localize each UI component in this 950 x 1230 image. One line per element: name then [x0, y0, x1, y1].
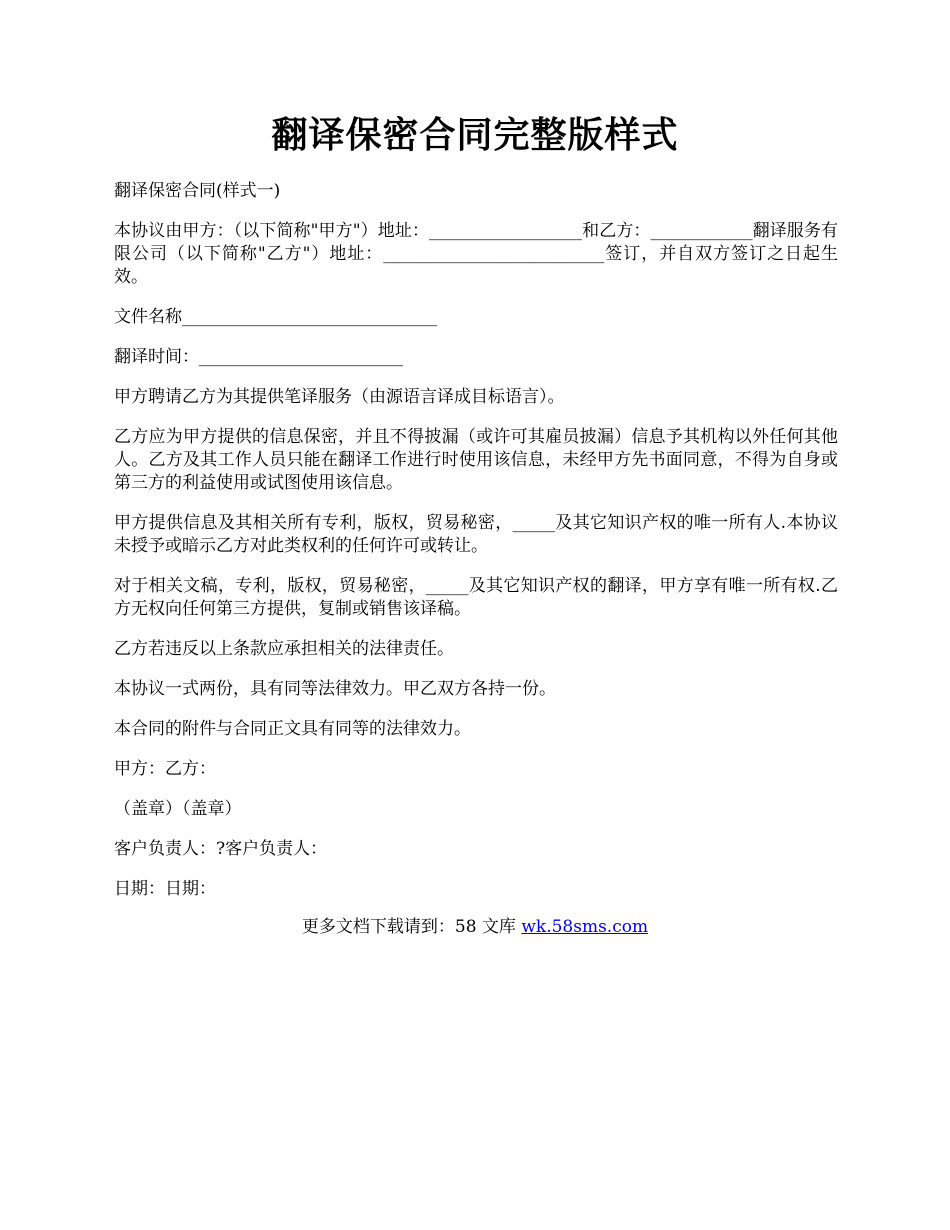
paragraph-responsible-persons: 客户负责人：?客户负责人：: [114, 839, 328, 859]
paragraph-file-name: 文件名称______________________________: [114, 307, 437, 327]
paragraph-parties: 本协议由甲方：（以下简称"甲方"）地址：__________________和乙方：____________翻译服务有限公司（以下简称"乙方"）地址：__________________________签订，并自双方签订之日起生效。: [114, 221, 838, 287]
footer: [0, 916, 950, 939]
paragraph-seals: （盖章）（盖章）: [114, 799, 242, 819]
paragraph-dates: 日期：日期：: [114, 879, 216, 899]
paragraph-attachments: 本合同的附件与合同正文具有同等的法律效力。: [114, 719, 471, 739]
paragraph-confidentiality: 乙方应为甲方提供的信息保密，并且不得披漏（或许可其雇员披漏）信息予其机构以外任何其他人。乙方及其工作人员只能在翻译工作进行时使用该信息，未经甲方先书面同意，不得为自身或第三方的利益使用或试图使用该信息。: [114, 427, 838, 493]
footer-text: 更多文档下载请到：58 文库: [301, 917, 522, 937]
document-title: 翻译保密合同完整版样式: [271, 115, 679, 156]
paragraph-copies: 本协议一式两份，具有同等法律效力。甲乙双方各持一份。: [114, 679, 556, 699]
paragraph-translation-rights: 对于相关文稿，专利，版权，贸易秘密，_____及其它知识产权的翻译，甲方享有唯一所有权.乙方无权向任何第三方提供，复制或销售该译稿。: [114, 576, 838, 619]
paragraph-subtitle: 翻译保密合同(样式一): [114, 181, 281, 201]
footer-link[interactable]: wk.58sms.com: [521, 917, 649, 937]
document-body: [114, 180, 838, 918]
paragraph-liability: 乙方若违反以上条款应承担相关的法律责任。: [114, 639, 454, 659]
paragraph-service: 甲方聘请乙方为其提供笔译服务（由源语言译成目标语言）。: [114, 387, 565, 407]
paragraph-ip-ownership: 甲方提供信息及其相关所有专利，版权，贸易秘密，_____及其它知识产权的唯一所有人.本协议未授予或暗示乙方对此类权利的任何许可或转让。: [114, 513, 838, 556]
paragraph-signatories: 甲方：乙方：: [114, 759, 216, 779]
paragraph-translation-time: 翻译时间：________________________: [114, 347, 403, 367]
